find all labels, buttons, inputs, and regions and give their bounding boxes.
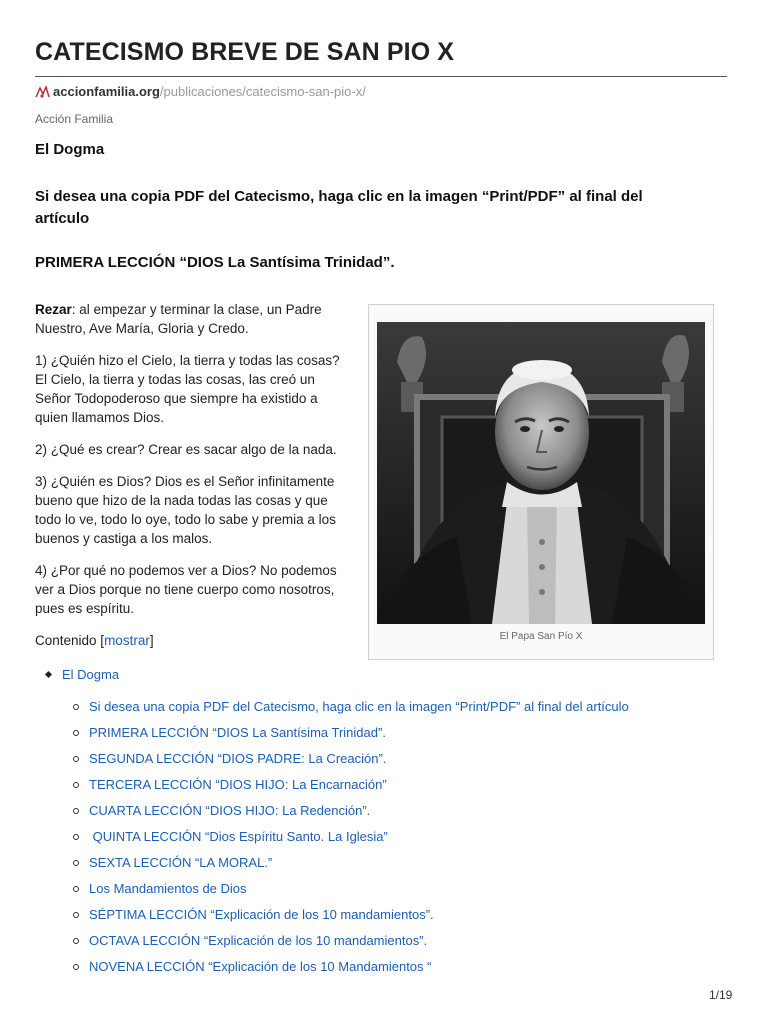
toc-subitem[interactable] [73, 803, 736, 829]
toc-subitem[interactable] [73, 959, 736, 985]
toc-subitem[interactable] [73, 855, 736, 881]
pray-label: Rezar [35, 302, 72, 317]
toc-subitem[interactable] [73, 933, 736, 959]
site-favicon-icon [35, 85, 50, 99]
toc-sublist [73, 699, 736, 985]
circle-bullet-icon [73, 912, 79, 918]
toc-subitem[interactable] [73, 699, 736, 725]
contents-close-bracket: ] [149, 633, 154, 648]
circle-bullet-icon [73, 808, 79, 814]
figure-caption: El Papa San Pío X [499, 631, 583, 642]
source-line [35, 84, 366, 99]
toc-subitem[interactable] [73, 751, 736, 777]
toc-subitem-label: Si desea una copia PDF del Catecismo, haga clic en la imagen “Print/PDF” al final del artículo [89, 699, 629, 714]
circle-bullet-icon [73, 834, 79, 840]
toc-subitem[interactable] [73, 725, 736, 751]
circle-bullet-icon [73, 886, 79, 892]
source-path-link[interactable]: /publicaciones/catecismo-san-pio-x/ [159, 84, 366, 99]
toc-subitem[interactable] [73, 777, 736, 803]
toc-subitem-label: NOVENA LECCIÓN “Explicación de los 10 Mandamientos “ [89, 959, 432, 974]
contents-show-link[interactable]: mostrar [104, 633, 150, 648]
pope-portrait-image [377, 322, 705, 624]
toc-subitem[interactable] [73, 881, 736, 907]
toc-subitem[interactable] [73, 907, 736, 933]
document-title: CATECISMO BREVE DE SAN PIO X [35, 38, 455, 66]
circle-bullet-icon [73, 730, 79, 736]
toc-subitem-label: Los Mandamientos de Dios [89, 881, 247, 896]
circle-bullet-icon [73, 704, 79, 710]
section-heading: El Dogma [35, 141, 105, 158]
toc-subitem-label: SEXTA LECCIÓN “LA MORAL.” [89, 855, 273, 870]
lesson-body [35, 300, 345, 663]
page-number: 1/19 [709, 988, 733, 1002]
circle-bullet-icon [73, 860, 79, 866]
toc-subitem[interactable] [73, 829, 736, 855]
pray-text: : al empezar y terminar la clase, un Padre Nuestro, Ave María, Gloria y Credo. [35, 302, 322, 336]
toc-item-el-dogma[interactable] [46, 667, 736, 683]
toc-subitem-label: TERCERA LECCIÓN “DIOS HIJO: La Encarnación” [89, 777, 387, 792]
question-2: 2) ¿Qué es crear? Crear es sacar algo de la nada. [35, 442, 337, 457]
lesson-heading: PRIMERA LECCIÓN “DIOS La Santísima Trinidad”. [35, 254, 395, 271]
title-divider [35, 76, 727, 77]
circle-bullet-icon [73, 756, 79, 762]
pope-figure [368, 304, 714, 660]
pdf-notice-heading: Si desea una copia PDF del Catecismo, haga clic en la imagen “Print/PDF” al final del artículo [35, 188, 643, 227]
toc-subitem-label: CUARTA LECCIÓN “DIOS HIJO: La Redención”. [89, 803, 371, 818]
contents-toggle-line [35, 631, 345, 650]
toc-subitem-label: SEGUNDA LECCIÓN “DIOS PADRE: La Creación”. [89, 751, 387, 766]
toc-subitem-label: QUINTA LECCIÓN “Dios Espíritu Santo. La Iglesia” [89, 829, 388, 844]
contents-label: Contenido [ [35, 633, 105, 648]
toc-subitem-label: OCTAVA LECCIÓN “Explicación de los 10 mandamientos”. [89, 933, 428, 948]
question-4: 4) ¿Por qué no podemos ver a Dios? No podemos ver a Dios porque no tiene cuerpo como nosotros, pues es espíritu. [35, 563, 337, 616]
site-name: Acción Familia [35, 112, 114, 126]
source-domain-link[interactable]: accionfamilia.org [53, 84, 160, 99]
table-of-contents [46, 667, 736, 985]
circle-bullet-icon [73, 938, 79, 944]
circle-bullet-icon [73, 782, 79, 788]
pray-paragraph [35, 300, 345, 338]
question-1: 1) ¿Quién hizo el Cielo, la tierra y todas las cosas? El Cielo, la tierra y todas las cosas, las creó un Señor Todopoderoso que siempre ha existido a quien llamamos Dios. [35, 353, 340, 425]
toc-subitem-label: SÉPTIMA LECCIÓN “Explicación de los 10 mandamientos”. [89, 907, 434, 922]
toc-subitem-label: PRIMERA LECCIÓN “DIOS La Santísima Trinidad”. [89, 725, 386, 740]
diamond-bullet-icon [45, 671, 52, 678]
toc-top-label: El Dogma [62, 667, 120, 682]
circle-bullet-icon [73, 964, 79, 970]
question-3: 3) ¿Quién es Dios? Dios es el Señor infinitamente bueno que hizo de la nada todas las cosas y que todo lo ve, todo lo oye, todo lo sabe y premia a los buenos y castiga a los malos. [35, 474, 336, 546]
